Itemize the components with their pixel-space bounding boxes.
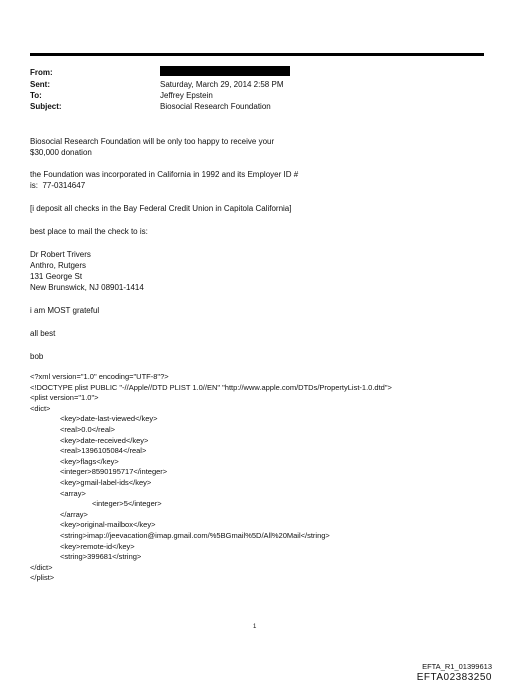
xml-line-4: <dict> [30,403,51,413]
footer-ref-2: EFTA02383250 [416,672,492,683]
body-paragraph-6: all best [30,329,56,338]
xml-line-14: </array> [60,509,88,519]
xml-line-2: <!DOCTYPE plist PUBLIC "-//Apple//DTD PLIST 1.0//EN" "http://www.apple.com/DTDs/PropertyList-1.0.dtd"> [30,382,392,392]
xml-line-12: <array> [60,488,86,498]
xml-line-16: <string>imap://jeevacation@imap.gmail.com/%5BGmail%5D/All%20Mail</string> [60,531,330,540]
body-paragraph-5: i am MOST grateful [30,306,100,315]
redaction-block [160,66,290,76]
footer-ref-1: EFTA_R1_01399613 [422,662,492,671]
xml-line-17: <key>remote-id</key> [60,541,135,551]
xml-line-7: <key>date-received</key> [60,435,149,445]
address-line-4: New Brunswick, NJ 08901-1414 [30,283,144,292]
xml-line-13: <integer>5</integer> [92,499,162,509]
xml-line-10: <integer>8590195717</integer> [60,467,168,477]
from-label: From: [30,68,53,77]
subject-label: Subject: [30,102,62,111]
page-number: 1 [253,624,257,630]
body-paragraph-4: best place to mail the check to is: [30,227,148,236]
body-paragraph-2-line-2: is: 77-0314647 [30,181,86,190]
address-line-1: Dr Robert Trivers [30,250,91,259]
xml-line-3: <plist version="1.0"> [30,393,99,403]
body-paragraph-3: [i deposit all checks in the Bay Federal Credit Union in Capitola California] [30,204,292,213]
top-rule [30,53,484,56]
xml-line-20: </plist> [30,573,55,583]
xml-line-5: <key>date-last-viewed</key> [60,414,158,424]
xml-line-19: </dict> [30,562,53,572]
xml-line-1: <?xml version="1.0" encoding="UTF-8"?> [30,372,169,381]
body-paragraph-1-line-1: Biosocial Research Foundation will be only too happy to receive your [30,137,275,146]
sent-value: Saturday, March 29, 2014 2:58 PM [160,80,284,89]
sent-label: Sent: [30,80,50,89]
xml-line-6: <real>0.0</real> [60,425,116,434]
address-line-3: 131 George St [30,272,83,281]
xml-line-11: <key>gmail-label-ids</key> [60,478,152,487]
xml-line-15: <key>original-mailbox</key> [60,520,156,530]
body-paragraph-1-line-2: $30,000 donation [30,148,92,157]
to-label: To: [30,91,42,100]
subject-value: Biosocial Research Foundation [160,102,271,111]
xml-line-8: <real>1396105084</real> [60,446,147,456]
to-value: Jeffrey Epstein [160,91,213,100]
signature: bob [30,352,44,361]
body-paragraph-2-line-1: the Foundation was incorporated in California in 1992 and its Employer ID # [30,170,299,179]
xml-line-18: <string>399681</string> [60,552,142,562]
address-line-2: Anthro, Rutgers [30,261,87,270]
xml-line-9: <key>flags</key> [60,456,119,466]
